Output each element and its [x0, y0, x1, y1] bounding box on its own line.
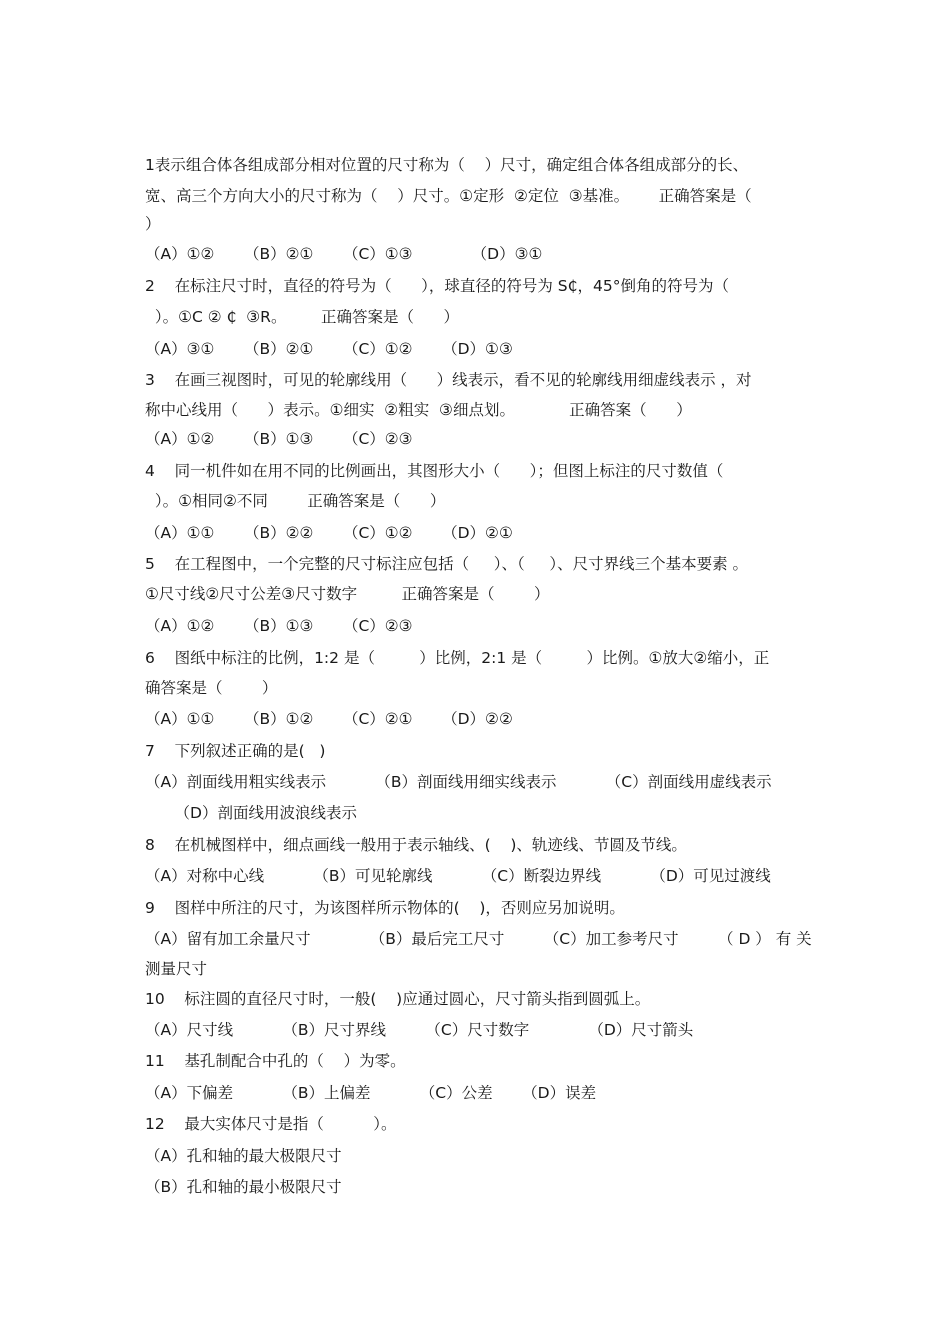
q12-line-1: 12 最大实体尺寸是指（ ）。: [145, 1115, 397, 1133]
q9-options-1: （A）留有加工余量尺寸 （B）最后完工尺寸 （C）加工参考尺寸 （ D ） 有 关: [145, 930, 812, 948]
q4-line-2: ）。①相同②不同 正确答案是（ ）: [145, 492, 446, 510]
q4-options: （A）①① （B）②② （C）①② （D）②①: [145, 524, 513, 542]
q3-line-1: 3 在画三视图时，可见的轮廓线用（ ）线表示，看不见的轮廓线用细虚线表示 ，对: [145, 371, 752, 389]
q10-line-1: 10 标注圆的直径尺寸时，一般( )应通过圆心，尺寸箭头指到圆弧上。: [145, 990, 651, 1008]
q5-line-2: ①尺寸线②尺寸公差③尺寸数字 正确答案是（ ）: [145, 585, 550, 603]
q4-line-1: 4 同一机件如在用不同的比例画出，其图形大小（ ）；但图上标注的尺寸数值（: [145, 462, 724, 480]
q6-options: （A）①① （B）①② （C）②① （D）②②: [145, 710, 513, 728]
q3-options: （A）①② （B）①③ （C）②③: [145, 430, 413, 448]
q7-options-2: （D）剖面线用波浪线表示: [145, 804, 357, 822]
q2-line-1: 2 在标注尺寸时，直径的符号为（ ），球直径的符号为 S₵，45°倒角的符号为（: [145, 277, 729, 295]
q3-line-2: 称中心线用（ ）表示。①细实 ②粗实 ③细点划。 正确答案（ ）: [145, 401, 692, 419]
q2-line-2: ）。①C ② ₵ ③R。 正确答案是（ ）: [145, 308, 460, 326]
q9-line-1: 9 图样中所注的尺寸，为该图样所示物体的( )，否则应另加说明。: [145, 899, 625, 917]
q10-options: （A）尺寸线 （B）尺寸界线 （C）尺寸数字 （D）尺寸箭头: [145, 1021, 694, 1039]
q2-options: （A）③① （B）②① （C）①② （D）①③: [145, 340, 513, 358]
q11-line-1: 11 基孔制配合中孔的（ ）为零。: [145, 1052, 406, 1070]
q1-line-1: 1表示组合体各组成部分相对位置的尺寸称为（ ）尺寸，确定组合体各组成部分的长、: [145, 156, 749, 174]
q7-line-1: 7 下列叙述正确的是( ): [145, 742, 326, 760]
q12-option-b: （B）孔和轴的最小极限尺寸: [145, 1178, 342, 1196]
q1-line-2: 宽、高三个方向大小的尺寸称为（ ）尺寸。①定形 ②定位 ③基准。 正确答案是（: [145, 187, 752, 205]
q11-options: （A）下偏差 （B）上偏差 （C）公差 （D）误差: [145, 1084, 597, 1102]
q5-line-1: 5 在工程图中，一个完整的尺寸标注应包括（ ）、（ ）、尺寸界线三个基本要素 。: [145, 555, 749, 573]
q5-options: （A）①② （B）①③ （C）②③: [145, 617, 413, 635]
q9-options-2: 测量尺寸: [145, 960, 208, 978]
q6-line-1: 6 图纸中标注的比例，1:2 是（ ）比例，2:1 是（ ）比例。①放大②缩小，正: [145, 649, 770, 667]
q8-line-1: 8 在机械图样中，细点画线一般用于表示轴线、( )、轨迹线、节圆及节线。: [145, 836, 687, 854]
q7-options-1: （A）剖面线用粗实线表示 （B）剖面线用细实线表示 （C）剖面线用虚线表示: [145, 773, 772, 791]
q12-option-a: （A）孔和轴的最大极限尺寸: [145, 1147, 342, 1165]
q6-line-2: 确答案是（ ）: [145, 679, 278, 697]
q1-line-3: ）: [145, 215, 161, 233]
q1-options: （A）①② （B）②① （C）①③ （D）③①: [145, 245, 543, 263]
q8-options: （A）对称中心线 （B）可见轮廓线 （C）断裂边界线 （D）可见过渡线: [145, 867, 771, 885]
